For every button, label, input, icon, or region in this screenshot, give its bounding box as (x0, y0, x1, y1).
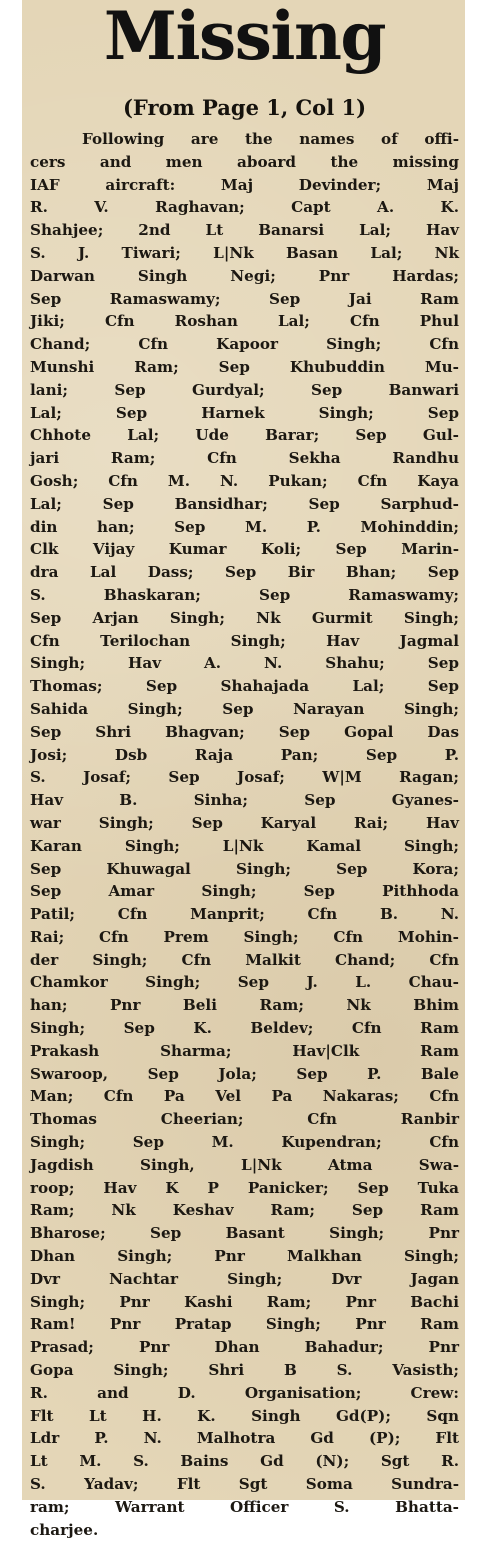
article-line: S. J. Tiwari; L|Nk Basan Lal; Nk (30, 243, 459, 262)
article-line: S. Yadav; Flt Sgt Soma Sundra- (30, 1475, 459, 1494)
article-line: Chand; Cfn Kapoor Singh; Cfn (30, 335, 459, 354)
article-line: Munshi Ram; Sep Khubuddin Mu- (30, 357, 459, 376)
article-line: Singh; Sep K. Beldev; Cfn Ram (30, 1019, 459, 1038)
article-line: Jagdish Singh, L|Nk Atma Swa- (30, 1155, 459, 1174)
article-line: lani; Sep Gurdyal; Sep Banwari (30, 380, 459, 399)
article-line: der Singh; Cfn Malkit Chand; Cfn (30, 950, 459, 969)
article-line: Bharose; Sep Basant Singh; Pnr (30, 1224, 459, 1243)
article-line: R. V. Raghavan; Capt A. K. (30, 198, 459, 217)
article-line: Singh; Hav A. N. Shahu; Sep (30, 654, 459, 673)
article-line: Prasad; Pnr Dhan Bahadur; Pnr (30, 1338, 459, 1357)
article-line: Hav B. Sinha; Sep Gyanes- (30, 791, 459, 810)
article-line: Sep Khuwagal Singh; Sep Kora; (30, 859, 459, 878)
article-line: R. and D. Organisation; Crew: (30, 1383, 459, 1402)
article-line: Sahida Singh; Sep Narayan Singh; (30, 699, 459, 718)
article-line: Flt Lt H. K. Singh Gd(P); Sqn (30, 1406, 459, 1425)
article-line: din han; Sep M. P. Mohinddin; (30, 517, 459, 536)
article-line: Clk Vijay Kumar Koli; Sep Marin- (30, 540, 459, 559)
article-line: Lt M. S. Bains Gd (N); Sgt R. (30, 1452, 459, 1471)
article-line: Sep Arjan Singh; Nk Gurmit Singh; (30, 608, 459, 627)
article-line: Singh; Pnr Kashi Ram; Pnr Bachi (30, 1292, 459, 1311)
article-line: Ram; Nk Keshav Ram; Sep Ram (30, 1201, 459, 1220)
article-line: Dhan Singh; Pnr Malkhan Singh; (30, 1247, 459, 1266)
article-line: Chhote Lal; Ude Barar; Sep Gul- (30, 426, 459, 445)
article-line: Cfn Terilochan Singh; Hav Jagmal (30, 631, 459, 650)
article-line: roop; Hav K P Panicker; Sep Tuka (30, 1178, 459, 1197)
headline: Missing (103, 0, 386, 75)
article-line: Shahjee; 2nd Lt Banarsi Lal; Hav (30, 221, 459, 240)
article-line: Swaroop, Sep Jola; Sep P. Bale (30, 1064, 459, 1083)
article-line: Thomas; Sep Shahajada Lal; Sep (30, 677, 459, 696)
article-line: S. Josaf; Sep Josaf; W|M Ragan; (30, 768, 459, 787)
article-line: Sep Amar Singh; Sep Pithhoda (30, 882, 459, 901)
article-line: Man; Cfn Pa Vel Pa Nakaras; Cfn (30, 1087, 459, 1106)
article-line: IAF aircraft: Maj Devinder; Maj (30, 175, 459, 194)
article-line: Sep Ramaswamy; Sep Jai Ram (30, 289, 459, 308)
article-line: Rai; Cfn Prem Singh; Cfn Mohin- (30, 927, 459, 946)
article-line: Gosh; Cfn M. N. Pukan; Cfn Kaya (30, 471, 459, 490)
article-line: Patil; Cfn Manprit; Cfn B. N. (30, 905, 459, 924)
article-line: Dvr Nachtar Singh; Dvr Jagan (30, 1269, 459, 1288)
article-line: Jiki; Cfn Roshan Lal; Cfn Phul (30, 312, 459, 331)
article-line: jari Ram; Cfn Sekha Randhu (30, 449, 459, 468)
article-line: Following are the names of offi- (82, 130, 459, 148)
article-line: Chamkor Singh; Sep J. L. Chau- (30, 973, 459, 992)
article-body (30, 128, 459, 1541)
article-line: Karan Singh; L|Nk Kamal Singh; (30, 836, 459, 855)
article-line: Lal; Sep Bansidhar; Sep Sarphud- (30, 494, 459, 513)
article-line: war Singh; Sep Karyal Rai; Hav (30, 813, 459, 832)
article-line: Singh; Sep M. Kupendran; Cfn (30, 1133, 459, 1152)
article-line: Thomas Cheerian; Cfn Ranbir (30, 1110, 459, 1129)
article-line: Ldr P. N. Malhotra Gd (P); Flt (30, 1429, 459, 1448)
article-line: ram; Warrant Officer S. Bhatta- (30, 1497, 459, 1516)
article-line: Sep Shri Bhagvan; Sep Gopal Das (30, 722, 459, 741)
article-line: han; Pnr Beli Ram; Nk Bhim (30, 996, 459, 1015)
article-line: Josi; Dsb Raja Pan; Sep P. (30, 745, 459, 764)
article-line: Darwan Singh Negi; Pnr Hardas; (30, 266, 459, 285)
article-line: Lal; Sep Harnek Singh; Sep (30, 403, 459, 422)
article-line: Prakash Sharma; Hav|Clk Ram (30, 1041, 459, 1060)
article-line: charjee. (30, 1520, 99, 1539)
article-line: Gopa Singh; Shri B S. Vasisth; (30, 1361, 459, 1380)
article-line: Ram! Pnr Pratap Singh; Pnr Ram (30, 1315, 459, 1334)
article-line: dra Lal Dass; Sep Bir Bhan; Sep (30, 563, 459, 582)
continuation-subhead: (From Page 1, Col 1) (122, 95, 367, 120)
article-line: cers and men aboard the missing (30, 152, 459, 171)
newspaper-clipping (22, 0, 465, 1539)
article-line: S. Bhaskaran; Sep Ramaswamy; (30, 585, 459, 604)
